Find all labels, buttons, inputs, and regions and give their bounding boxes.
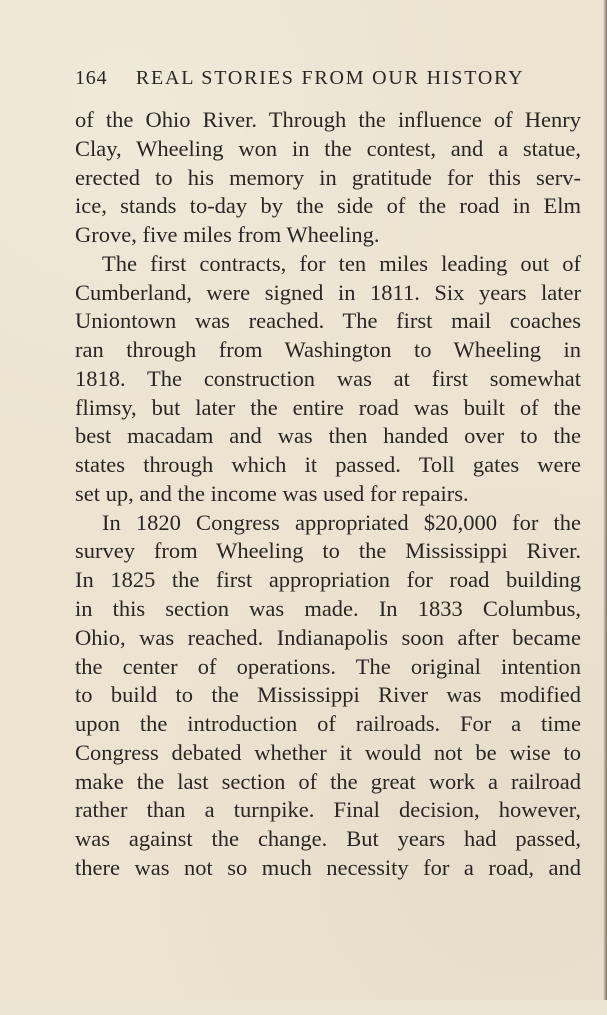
- text-line: flimsy, but later the entire road was built of the: [75, 394, 581, 420]
- text-line: Uniontown was reached. The first mail coaches: [75, 308, 581, 334]
- text-line: ice, stands to-day by the side of the road in Elm: [75, 193, 581, 219]
- text-line: ran through from Washington to Wheeling in: [75, 337, 581, 363]
- text-line: the center of operations. The original intention: [75, 653, 581, 679]
- running-title: REAL STORIES FROM OUR HISTORY: [135, 67, 525, 89]
- text-line: Clay, Wheeling won in the contest, and a statue,: [75, 135, 581, 161]
- text-line: was against the change. But years had passed,: [75, 826, 581, 852]
- text-line: Cumberland, were signed in 1811. Six years later: [75, 279, 581, 305]
- running-head: [75, 64, 545, 92]
- text-line: to build to the Mississippi River was modified: [75, 682, 581, 708]
- text-line: states through which it passed. Toll gates were: [75, 452, 581, 478]
- text-line: best macadam and was then handed over to the: [75, 423, 581, 449]
- text-line: 1818. The construction was at first somewhat: [75, 365, 581, 391]
- text-line: survey from Wheeling to the Mississippi River.: [75, 538, 581, 564]
- text-line: Ohio, was reached. Indianapolis soon after became: [75, 624, 581, 650]
- bottom-margin: [75, 883, 581, 1015]
- text-line: Grove, five miles from Wheeling.: [75, 222, 380, 248]
- page-edge-shadow: [603, 0, 607, 1000]
- text-line: The first contracts, for ten miles leading out of: [102, 250, 581, 276]
- text-line: there was not so much necessity for a road, and: [75, 854, 581, 880]
- text-line: In 1825 the first appropriation for road building: [75, 567, 581, 593]
- text-line: rather than a turnpike. Final decision, however,: [75, 797, 581, 823]
- page-number: 164: [75, 67, 108, 89]
- text-line: upon the introduction of railroads. For a time: [75, 711, 581, 737]
- text-line: of the Ohio River. Through the influence of Henry: [75, 107, 581, 132]
- text-line: erected to his memory in gratitude for this serv-: [75, 164, 581, 190]
- text-line: in this section was made. In 1833 Columbus,: [75, 596, 581, 622]
- text-line: set up, and the income was used for repairs.: [75, 480, 469, 506]
- body-text: [75, 106, 581, 1015]
- text-line: Congress debated whether it would not be wise to: [75, 739, 581, 765]
- text-line: make the last section of the great work a railroad: [75, 768, 581, 794]
- text-line: In 1820 Congress appropriated $20,000 for the: [102, 509, 581, 535]
